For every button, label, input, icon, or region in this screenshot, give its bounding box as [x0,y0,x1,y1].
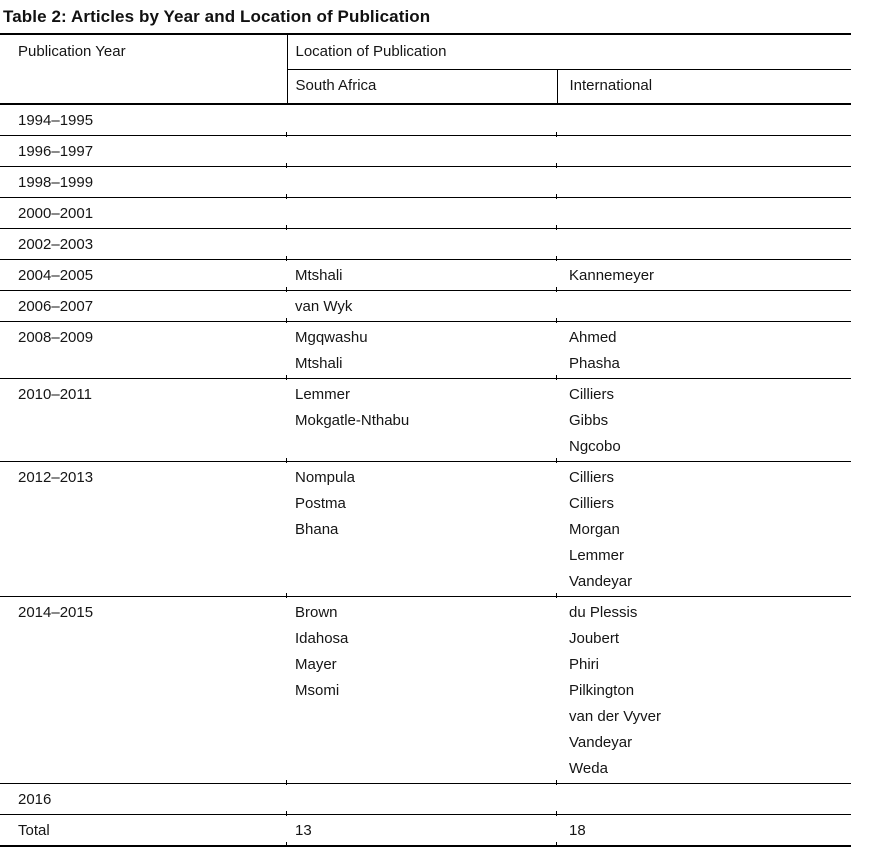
author-name: Pilkington [569,682,635,699]
table-row-1994-1995 [0,104,851,136]
cell-south-africa [287,229,557,260]
author-name: Cilliers [569,495,614,512]
author-name: Vandeyar [569,573,633,590]
table-row-2004-2005 [0,260,851,291]
cell-year: 2012–2013 [0,462,287,597]
author-name: Postma [295,495,346,512]
cell-year: 2002–2003 [0,229,287,260]
cell-international [557,167,851,198]
author-name: Kannemeyer [569,267,655,284]
column-header-south-africa: South Africa [287,70,557,105]
author-name: Morgan [569,521,620,538]
cell-international [557,322,851,379]
author-name: Joubert [569,630,620,647]
author-name: Msomi [295,682,340,699]
cell-international [557,784,851,815]
table-row-2016 [0,784,851,815]
author-name: Phiri [569,656,600,673]
cell-year: 2008–2009 [0,322,287,379]
author-name: Ngcobo [569,438,621,455]
table-row-2014-2015 [0,597,851,784]
author-name: Idahosa [295,630,349,647]
cell-international [557,597,851,784]
author-name: du Plessis [569,604,638,621]
cell-south-africa [287,260,557,291]
cell-south-africa [287,136,557,167]
cell-south-africa [287,784,557,815]
author-name: Bhana [295,521,339,538]
table-row-1996-1997 [0,136,851,167]
cell-year: 2016 [0,784,287,815]
author-name: Lemmer [295,386,351,403]
table-row-2008-2009 [0,322,851,379]
cell-international [557,104,851,136]
author-name: Mgqwashu [295,329,368,346]
cell-international [557,291,851,322]
total-international-cell: 18 [557,815,851,847]
total-south-africa-cell: 13 [287,815,557,847]
table-row-2006-2007 [0,291,851,322]
cell-international [557,260,851,291]
cell-south-africa [287,379,557,462]
cell-year: 2004–2005 [0,260,287,291]
header-spacer-cell [0,70,287,105]
cell-south-africa [287,462,557,597]
header-row-group [0,34,851,70]
total-row [0,815,851,847]
table-row-2000-2001 [0,198,851,229]
author-name: Nompula [295,469,356,486]
table-row-2012-2013 [0,462,851,597]
author-name: Brown [295,604,338,621]
column-header-publication-year: Publication Year [18,43,126,60]
cell-south-africa [287,104,557,136]
cell-south-africa [287,291,557,322]
cell-year: 1998–1999 [0,167,287,198]
cell-south-africa [287,597,557,784]
table-row-1998-1999 [0,167,851,198]
author-name: Mtshali [295,267,343,284]
cell-international [557,229,851,260]
author-name: Gibbs [569,412,609,429]
author-name: Ahmed [569,329,617,346]
cell-year: 1996–1997 [0,136,287,167]
table-row-2002-2003 [0,229,851,260]
cell-international [557,462,851,597]
cell-year: 2010–2011 [0,379,287,462]
author-name: Lemmer [569,547,625,564]
author-name: Mtshali [295,355,343,372]
cell-south-africa [287,198,557,229]
cell-south-africa [287,167,557,198]
column-header-international: International [557,70,851,105]
total-label-cell: Total [0,815,287,847]
column-group-header-location: Location of Publication [287,34,851,70]
cell-year: 2006–2007 [0,291,287,322]
cell-international [557,198,851,229]
author-name: Phasha [569,355,620,372]
author-name: Vandeyar [569,734,633,751]
cell-year: 2014–2015 [0,597,287,784]
author-name: Cilliers [569,469,614,486]
cell-international [557,379,851,462]
publications-table [0,33,851,847]
table-title: Table 2: Articles by Year and Location of Publication [3,7,431,26]
cell-international [557,136,851,167]
author-name: Weda [569,760,608,777]
author-name: van Wyk [295,298,353,315]
author-name: Cilliers [569,386,614,403]
author-name: van der Vyver [569,708,661,725]
table-row-2010-2011 [0,379,851,462]
author-name: Mayer [295,656,337,673]
cell-year: 2000–2001 [0,198,287,229]
cell-south-africa [287,322,557,379]
author-name: Mokgatle-Nthabu [295,412,410,429]
header-row-sub [0,70,851,105]
cell-year: 1994–1995 [0,104,287,136]
